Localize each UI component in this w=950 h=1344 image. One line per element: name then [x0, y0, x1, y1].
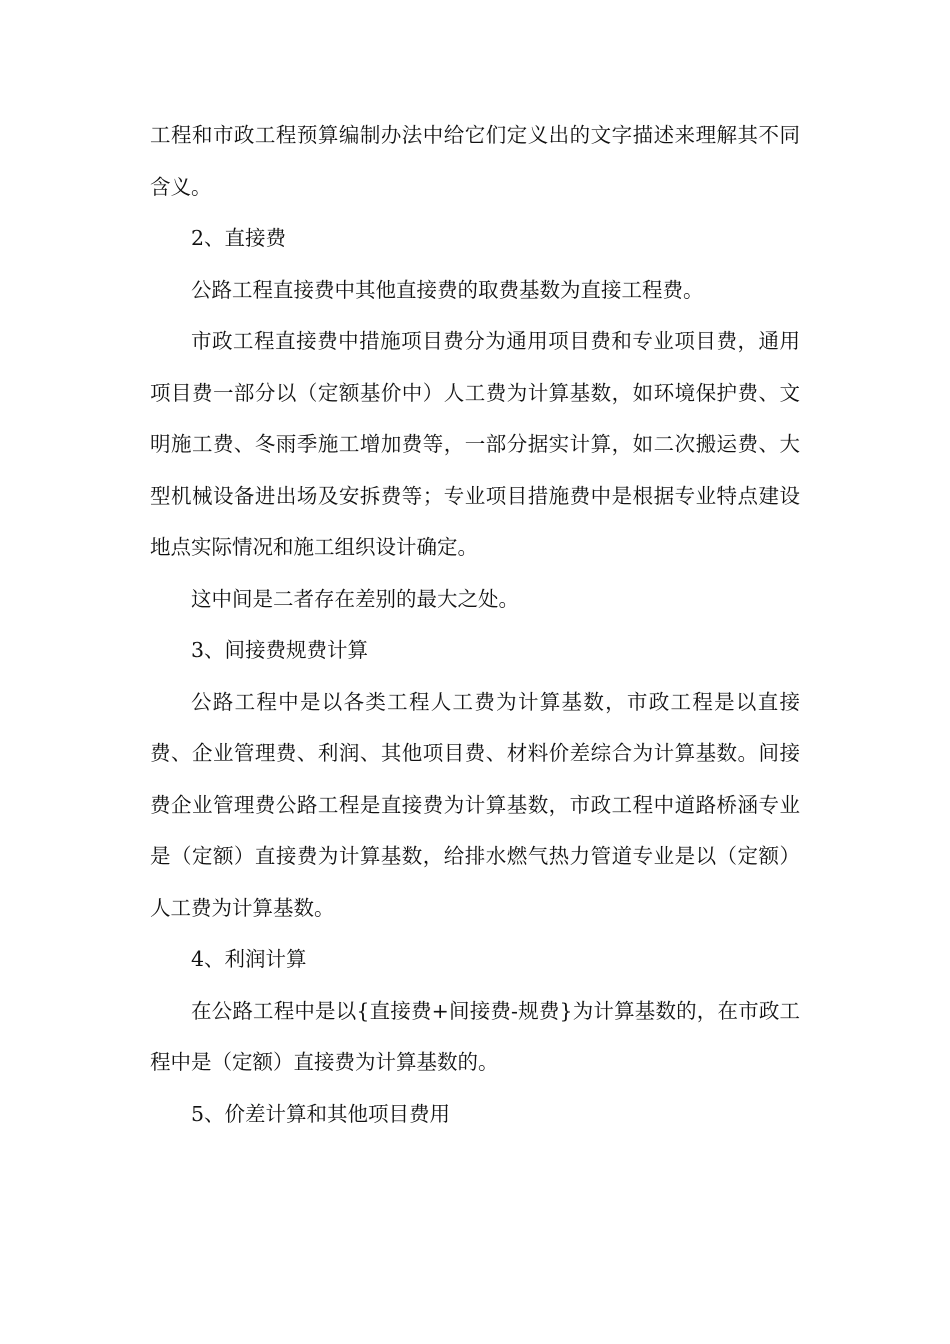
- section-heading-price-difference: 5、价差计算和其他项目费用: [191, 1101, 451, 1126]
- document-body: [150, 110, 800, 1140]
- section-heading-direct-cost: 2、直接费: [191, 226, 287, 250]
- paragraph-continuation: 工程和市政工程预算编制办法中给它们定义出的文字描述来理解其不同含义。: [150, 123, 800, 199]
- paragraph-municipal-direct-cost: 市政工程直接费中措施项目费分为通用项目费和专业项目费，通用项目费一部分以（定额基价中）人工费为计算基数，如环境保护费、文明施工费、冬雨季施工增加费等，一部分据实计算，如二次搬运费、大型机械设备进出场及安拆费等；专业项目措施费中是根据专业特点建设地点实际情况和施工组织设计确定。: [150, 329, 800, 559]
- section-heading-profit: 4、利润计算: [191, 947, 307, 971]
- paragraph-indirect-cost: 公路工程中是以各类工程人工费为计算基数，市政工程是以直接费、企业管理费、利润、其他项目费、材料价差综合为计算基数。间接费企业管理费公路工程是直接费为计算基数，市政工程中道路桥涵专业是（定额）直接费为计算基数，给排水燃气热力管道专业是以（定额）人工费为计算基数。: [150, 689, 800, 920]
- paragraph-biggest-difference: 这中间是二者存在差别的最大之处。: [191, 586, 519, 611]
- paragraph-profit: 在公路工程中是以{直接费+间接费-规费}为计算基数的，在市政工程中是（定额）直接费为计算基数的。: [150, 998, 800, 1074]
- paragraph-highway-direct-cost: 公路工程直接费中其他直接费的取费基数为直接工程费。: [191, 277, 704, 302]
- section-heading-indirect-cost: 3、间接费规费计算: [191, 638, 369, 662]
